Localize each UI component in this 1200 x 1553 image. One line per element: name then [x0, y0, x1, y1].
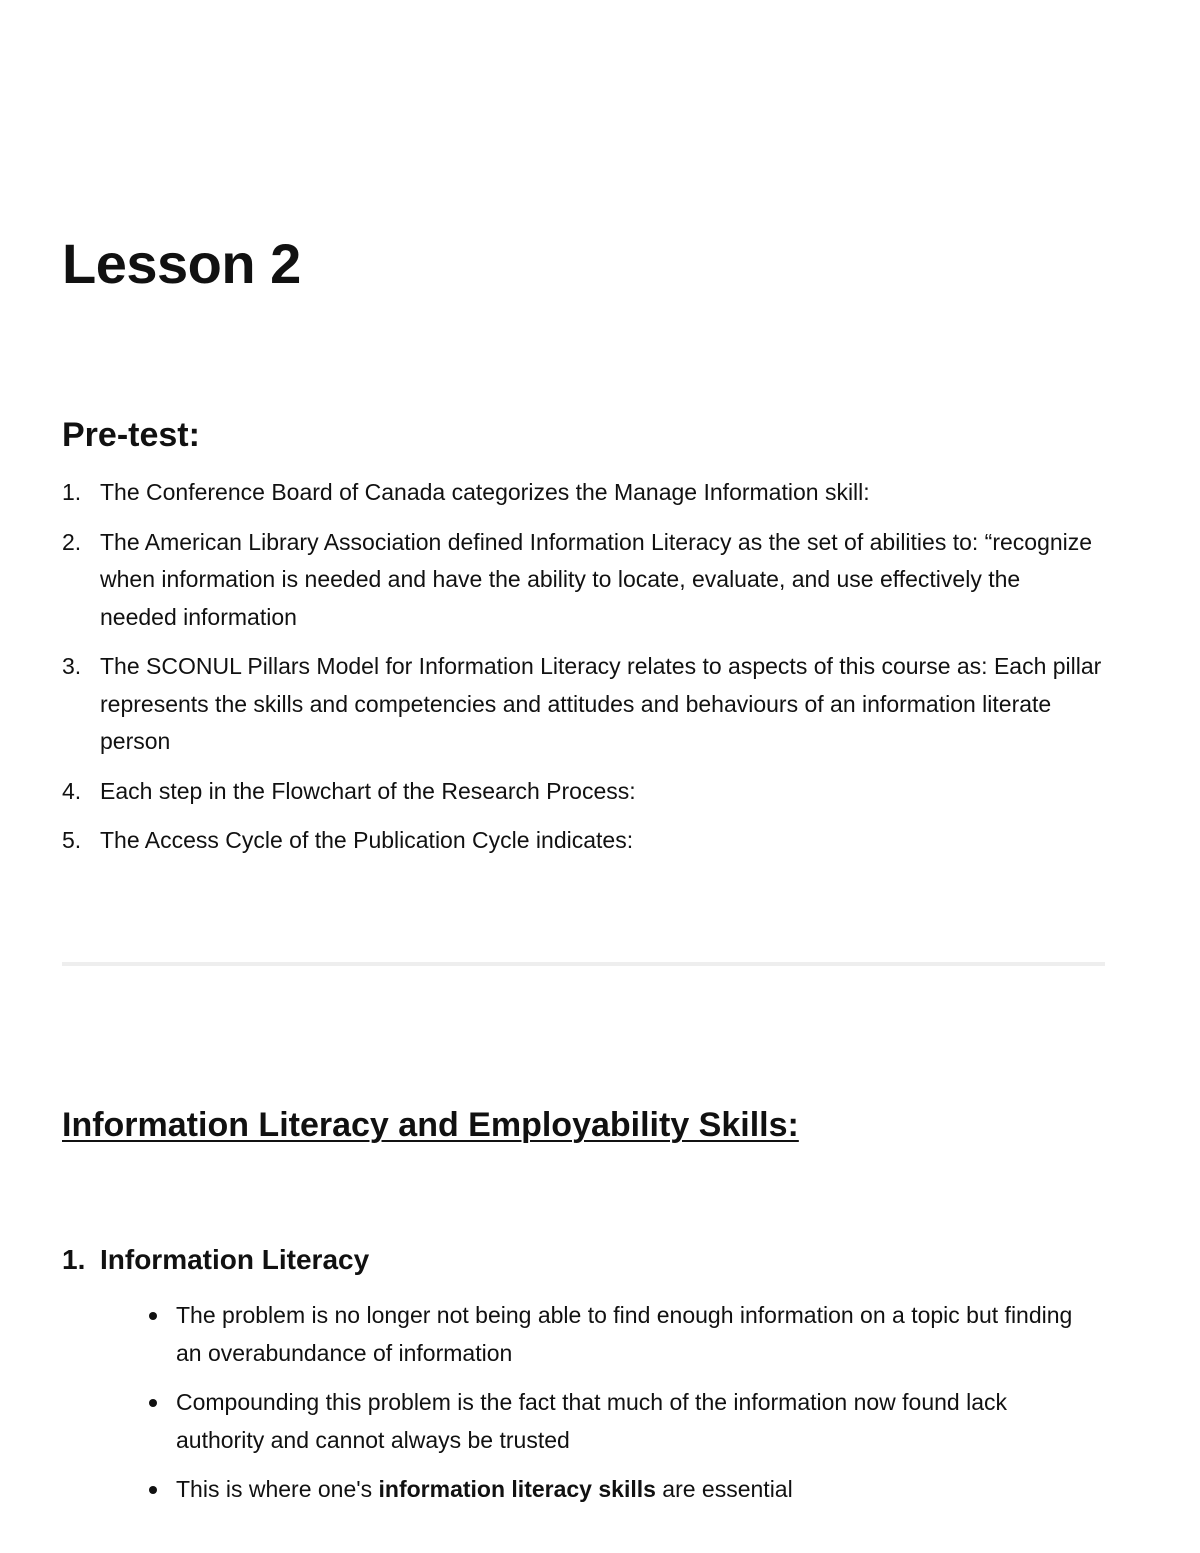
list-item-number: 3. [62, 653, 82, 679]
list-item [62, 773, 1102, 811]
list-item [140, 1471, 1100, 1509]
list-item-text: The Access Cycle of the Publication Cycle indicates: [100, 827, 634, 853]
list-item [62, 822, 1102, 860]
list-item-text: Each step in the Flowchart of the Research Process: [100, 777, 636, 804]
list-item [62, 648, 1102, 761]
list-item-number: 4. [62, 777, 82, 804]
pretest-heading: Pre-test: [62, 416, 200, 454]
list-item-number: 5. [62, 827, 82, 853]
list-item-text: The SCONUL Pillars Model for Information Literacy relates to aspects of this course as: Each pillar represents the skills and competencies and attitudes and behaviours of an information literate person [100, 653, 1102, 754]
list-item [62, 524, 1102, 637]
list-item [140, 1384, 1100, 1459]
section-divider [62, 962, 1105, 966]
subsection-number: 1. [62, 1244, 86, 1275]
list-item-text: The problem is no longer not being able to find enough information on a topic but finding an overabundance of information [176, 1302, 1073, 1366]
list-item-text: The American Library Association defined Information Literacy as the set of abilities to: “recognize when information is needed and have the ability to locate, evaluate, and use effectively the needed information [100, 528, 1093, 630]
list-item-number: 2. [62, 528, 82, 555]
list-item-number: 1. [62, 479, 82, 505]
bullet-list [140, 1297, 1100, 1521]
emphasized-text: information literacy skills [378, 1476, 656, 1502]
list-item [140, 1297, 1100, 1372]
lesson-title: Lesson 2 [62, 232, 301, 295]
list-item-text: Compounding this problem is the fact that much of the information now found lack authority and cannot always be trusted [176, 1389, 1008, 1453]
section-heading: Information Literacy and Employability Skills: [62, 1106, 799, 1144]
subsection-title: Information Literacy [100, 1244, 370, 1275]
pretest-list [62, 474, 1102, 872]
list-item [62, 474, 1102, 512]
list-item-text: The Conference Board of Canada categorizes the Manage Information skill: [100, 479, 870, 505]
subsection-heading [62, 1240, 369, 1280]
list-item-text-before: This is where one's [176, 1476, 379, 1502]
list-item-text-after: are essential [655, 1476, 793, 1502]
